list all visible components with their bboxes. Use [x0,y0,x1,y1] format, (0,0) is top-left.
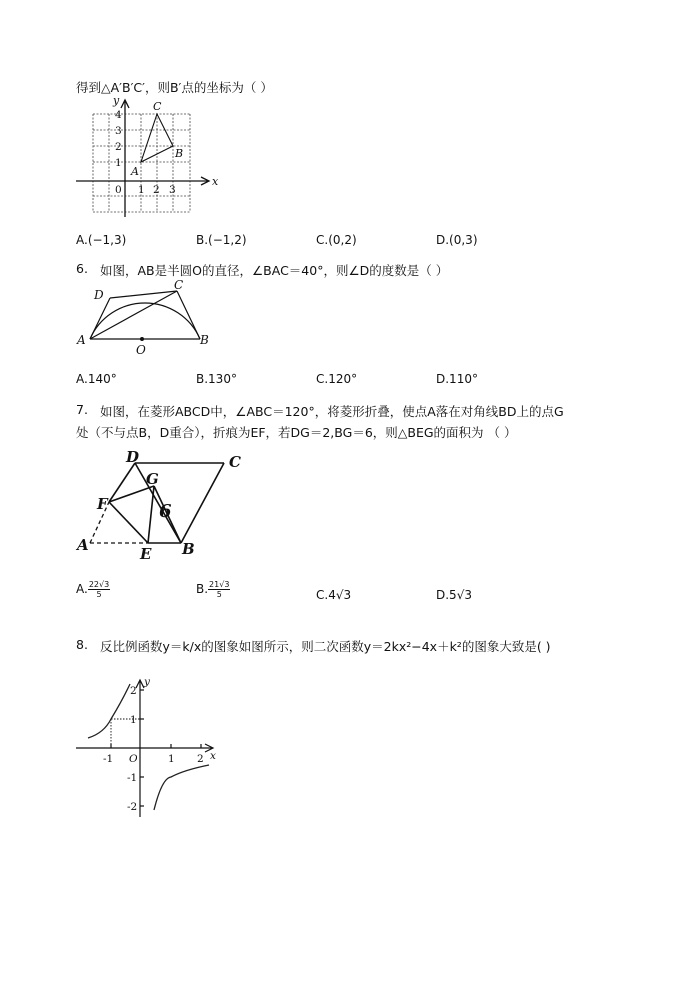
q7-option-d[interactable]: D.5√3 [436,588,472,602]
q7-point-g: G [146,470,159,488]
q5-option-d[interactable]: D.(0,3) [436,233,478,247]
q8-x-tick: 2 [197,753,204,765]
q5-point-b: B [175,147,184,160]
q8-x-axis-label: x [210,750,216,762]
q7-point-e: E [140,545,152,563]
q7-option-b[interactable] [196,580,230,599]
q8-y-tick: 1 [130,714,137,726]
q5-x-tick: 3 [169,184,176,196]
q5-y-tick: 3 [115,125,122,137]
q7-option-b-fraction [208,580,230,599]
q8-y-tick: 2 [130,685,137,697]
q8-y-axis-label: y [144,676,150,688]
q8-origin-label: O [129,753,138,765]
q7-option-a[interactable] [76,580,110,599]
q6-point-o: O [136,343,146,357]
q6-question-text: 如图，AB是半圆O的直径，∠BAC＝40°，则∠D的度数是（ ） [100,263,449,278]
q8-x-tick: 1 [168,753,175,765]
q6-option-a[interactable]: A.140° [76,372,117,386]
q5-option-b[interactable]: B.(−1,2) [196,233,247,247]
q5-question-tail: 得到△A′B′C′，则B′点的坐标为（ ） [76,80,273,95]
q7-point-b: B [182,540,195,558]
q7-option-a-denominator: 5 [96,590,102,599]
q7-option-b-denominator: 5 [216,590,222,599]
q6-point-a: A [77,333,86,347]
q6-point-d: D [94,288,104,302]
q8-x-tick: -1 [103,753,114,765]
q5-y-tick: 4 [115,109,122,121]
q7-point-a: A [77,536,89,554]
q7-point-d: D [126,448,140,466]
q8-number: 8. [76,637,88,652]
q5-y-tick: 1 [115,157,122,169]
q7-rhombus-figure [74,446,254,564]
q6-point-c: C [174,278,184,292]
q6-option-d[interactable]: D.110° [436,372,478,386]
q7-point-c: C [229,453,241,471]
q7-handwritten-mark: 6 [159,501,172,522]
q5-x-tick: 2 [153,184,160,196]
q7-option-a-fraction [88,580,110,599]
q5-option-c[interactable]: C.(0,2) [316,233,357,247]
q7-option-a-numerator: 22√3 [88,580,110,589]
q7-option-a-prefix: A. [76,582,88,596]
q5-x-axis-label: x [212,175,219,188]
q7-option-b-numerator: 21√3 [209,580,230,589]
q5-point-c: C [153,100,162,113]
q7-question-line2: 处（不与点B，D重合），折痕为EF，若DG＝2,BG＝6，则△BEG的面积为 （ ） [76,425,517,440]
q8-y-tick: -1 [127,772,138,784]
q5-point-a: A [131,165,139,178]
q5-x-tick: 1 [138,184,145,196]
q5-y-tick: 2 [115,141,122,153]
q5-option-a[interactable]: A.(−1,3) [76,233,127,247]
q7-number: 7. [76,402,88,417]
q8-question-text: 反比例函数y＝k/x的图象如图所示，则二次函数y＝2kx²−4x＋k²的图象大致是( ) [100,639,551,654]
q7-point-f: F [97,495,108,513]
q7-question-line1: 如图，在菱形ABCD中，∠ABC＝120°，将菱形折叠，使点A落在对角线BD上的点G [100,404,564,419]
q6-point-b: B [200,333,209,347]
q8-y-tick: -2 [127,801,138,813]
q5-y-axis-label: y [113,94,120,107]
q6-option-c[interactable]: C.120° [316,372,358,386]
q7-option-c[interactable]: C.4√3 [316,588,352,602]
q6-semicircle-figure [74,278,214,360]
q7-option-b-prefix: B. [196,582,209,596]
q5-coordinate-figure [74,95,219,220]
q5-origin-label: 0 [115,184,122,196]
q8-inverse-function-figure [74,676,219,821]
q6-number: 6. [76,261,88,276]
q6-option-b[interactable]: B.130° [196,372,237,386]
